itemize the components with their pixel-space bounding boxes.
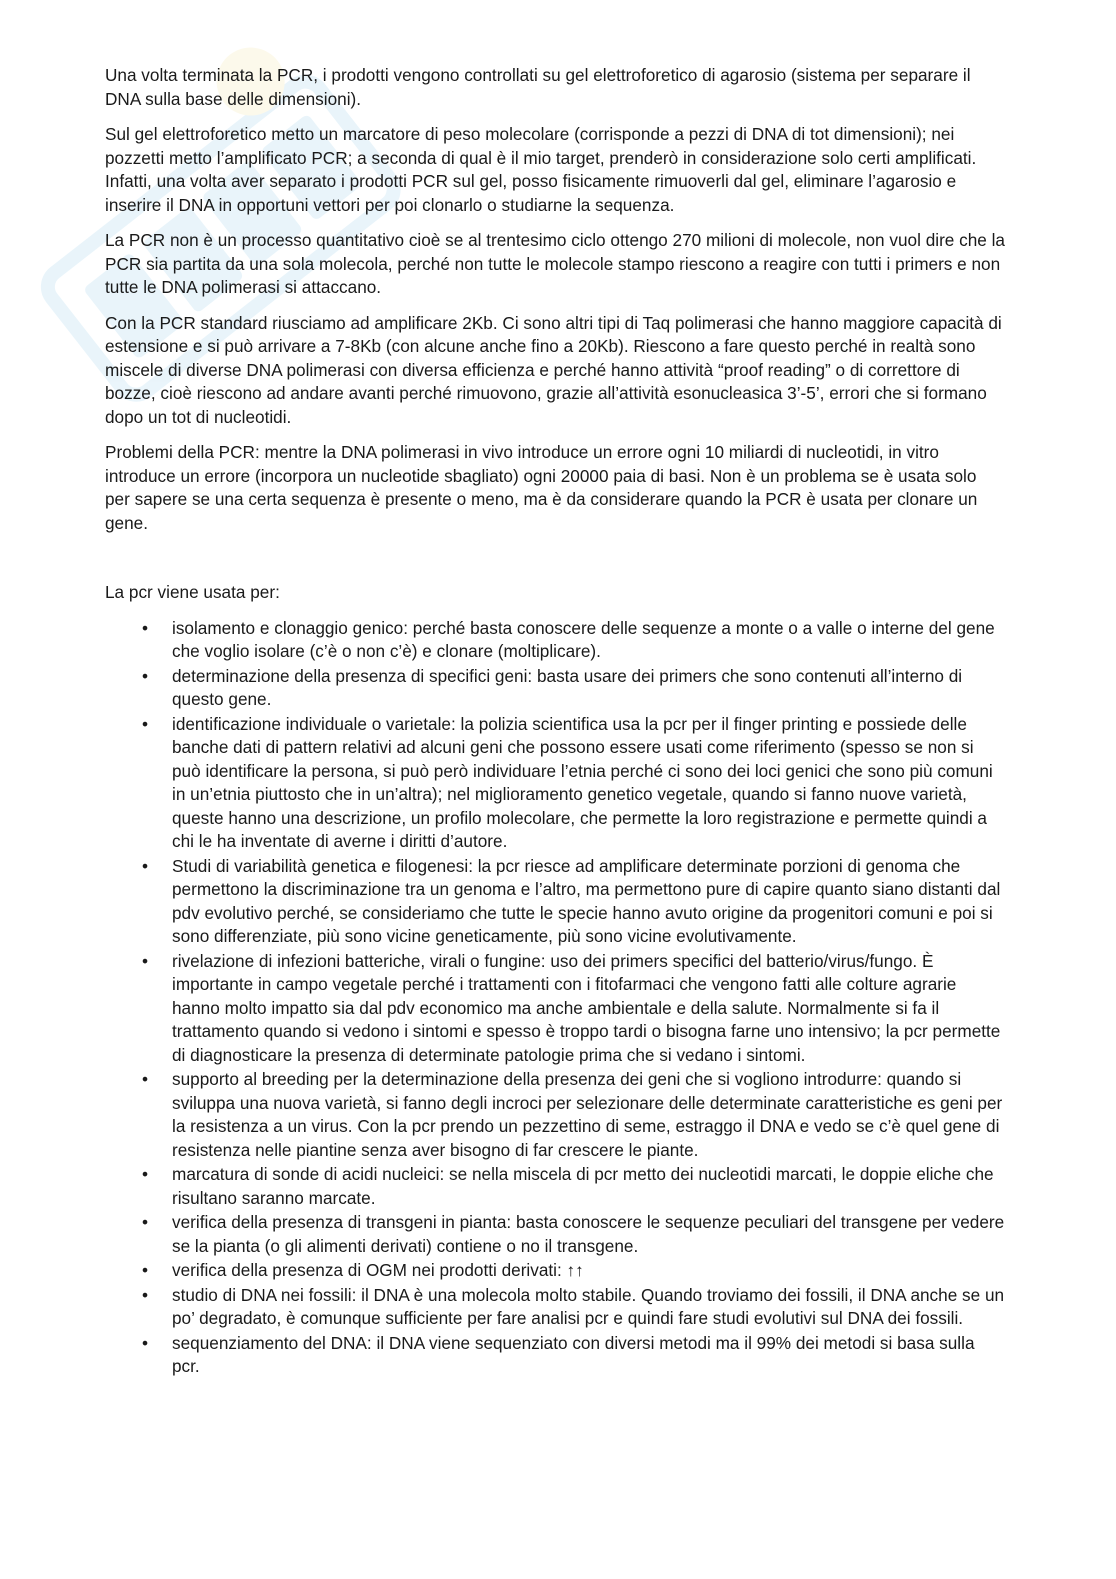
- paragraph-taq: Con la PCR standard riusciamo ad amplificare 2Kb. Ci sono altri tipi di Taq polimerasi che hanno maggiore capacità di estensione e si può arrivare a 7-8Kb (con alcune anche fino a 20Kb). Riescono a fare questo perché in realtà sono miscele di diverse DNA polimerasi con diversa efficienza e perché hanno attività “proof reading” o di correttore di bozze, cioè riescono ad andare avanti perché rimuovono, grazie all’attività esonucleasica 3’-5’, errori che si formano dopo un tot di nucleotidi.: [105, 312, 1002, 427]
- list-item-text: rivelazione di infezioni batteriche, virali o fungine: uso dei primers specifici del batterio/virus/fungo. È importante in campo vegetale perché i trattamenti con i fitofarmaci che vengono fatti alle colture agrarie hanno molto impatto sia dal pdv economico ma anche ambientale e della salute. Normalmente si fa il trattamento quando si vedono i sintomi e spesso è troppo tardi o bisogna farne uno intensivo; la pcr permette di diagnosticare la presenza di determinate patologie prima che si vedano i sintomi.: [172, 950, 1001, 1065]
- bullet-icon: •: [142, 1069, 149, 1089]
- paragraph-marker: Sul gel elettroforetico metto un marcatore di peso molecolare (corrisponde a pezzi di DNA di tot dimensioni); nei pozzetti metto l’amplificato PCR; a seconda di qual è il mio target, prenderò in considerazione solo certi amplificati. Infatti, una volta aver separato i prodotti PCR sul gel, posso fisicamente rimuoverli dal gel, eliminare l’agarosio e inserire il DNA in opportuni vettori per poi clonarlo o studiarne la sequenza.: [105, 124, 977, 215]
- bullet-icon: •: [142, 950, 149, 971]
- list-item: [105, 665, 1005, 712]
- paragraph-gel: Una volta terminata la PCR, i prodotti vengono controllati su gel elettroforetico di agarosio (sistema per separare il DNA sulla base delle dimensioni).: [105, 65, 971, 109]
- list-item-text: sequenziamento del DNA: il DNA viene sequenziato con diversi metodi ma il 99% dei metodi si basa sulla pcr.: [172, 1332, 975, 1376]
- list-item: [105, 1259, 1005, 1283]
- list-item-text: identificazione individuale o varietale: la polizia scientifica usa la pcr per il finger printing e possiede delle banche dati di pattern relativi ad alcuni geni che possono essere usati come riferimento (spesso se non si può identificare la persona, si può però individuare l’etnia perché ci sono dei loci genici che sono più comuni in un’etnia piuttosto che in un’altra); nel miglioramento genetico vegetale, quando si fanno nuove varietà, queste hanno una descrizione, un profilo molecolare, che permette la loro registrazione e permette quindi a chi le ha inventate di averne i diritti d’autore.: [172, 713, 993, 851]
- bullet-icon: •: [142, 665, 149, 686]
- list-item-text: supporto al breeding per la determinazione della presenza dei geni che si vogliono introdurre: quando si sviluppa una nuova varietà, si fanno degli incroci per selezionare delle determinate caratteristiche es geni per la resistenza a un virus. Con la pcr prendo un pezzettino di seme, estraggo il DNA e vedo se c’è quel gene di resistenza nelle piantine senza aver bisogno di far crescere le piante.: [172, 1069, 1003, 1160]
- paragraph-problems: Problemi della PCR: mentre la DNA polimerasi in vivo introduce un errore ogni 10 miliardi di nucleotidi, in vitro introduce un errore (incorpora un nucleotide sbagliato) ogni 20000 paia di basi. Non è un problema se è usata solo per sapere se una certa sequenza è presente o meno, ma è da considerare quando la PCR è usata per clonare un gene.: [105, 442, 978, 533]
- list-item: [105, 1163, 1005, 1210]
- bullet-icon: •: [142, 855, 149, 876]
- list-item: [105, 713, 1005, 854]
- list-item-text: verifica della presenza di transgeni in pianta: basta conoscere le sequenze peculiari del transgene per vedere se la pianta (o gli alimenti derivati) contiene o no il transgene.: [172, 1212, 1005, 1256]
- bullet-icon: •: [142, 1332, 149, 1353]
- list-item-text: Studi di variabilità genetica e filogenesi: la pcr riesce ad amplificare determinate porzioni di genoma che permettono la discriminazione tra un genoma e l’altro, ma permettono pure di capire quanto siano distanti dal pdv evolutivo perché, se consideriamo che tutte le specie hanno avuto origine da progenitori comuni e poi si sono differenziate, più sono vicine geneticamente, più sono vicine evolutivamente.: [172, 855, 1001, 946]
- document-page: [105, 64, 1005, 1380]
- list-item-text: isolamento e clonaggio genico: perché basta conoscere delle sequenze a monte o a valle o interne del gene che voglio isolare (c’è o non c’è) e clonare (moltiplicare).: [172, 617, 995, 661]
- bullet-icon: •: [142, 713, 149, 734]
- bullet-icon: •: [142, 1212, 149, 1232]
- list-item: [105, 1332, 1005, 1379]
- bullet-icon: •: [142, 1164, 149, 1184]
- list-item: [105, 617, 1005, 664]
- bullet-icon: •: [142, 1284, 149, 1305]
- list-item: [105, 1284, 1005, 1331]
- list-item: [105, 1211, 1005, 1258]
- list-item-text: determinazione della presenza di specifici geni: basta usare dei primers che sono contenuti all’interno di questo gene.: [172, 665, 963, 709]
- uses-list: [105, 617, 1005, 1379]
- list-item: [105, 1068, 1005, 1162]
- list-item: [105, 855, 1005, 949]
- uses-intro: La pcr viene usata per:: [105, 582, 280, 602]
- list-item: [105, 950, 1005, 1068]
- paragraph-quantitative: La PCR non è un processo quantitativo cioè se al trentesimo ciclo ottengo 270 milioni di molecole, non vuol dire che la PCR sia partita da una sola molecola, perché non tutte le molecole stampo riescono a reagire con tutti i primers e non tutte le DNA polimerasi si attaccano.: [105, 230, 1005, 297]
- bullet-icon: •: [142, 617, 149, 638]
- list-item-text: studio di DNA nei fossili: il DNA è una molecola molto stabile. Quando troviamo dei fossili, il DNA anche se un po’ degradato, è comunque sufficiente per fare analisi pcr e quindi fare studi evolutivi sul DNA dei fossili.: [172, 1284, 1005, 1328]
- bullet-icon: •: [142, 1260, 149, 1280]
- list-item-text: marcatura di sonde di acidi nucleici: se nella miscela di pcr metto dei nucleotidi marcati, le doppie eliche che risultano saranno marcate.: [172, 1164, 994, 1208]
- list-item-text: verifica della presenza di OGM nei prodotti derivati: ↑↑: [172, 1260, 584, 1280]
